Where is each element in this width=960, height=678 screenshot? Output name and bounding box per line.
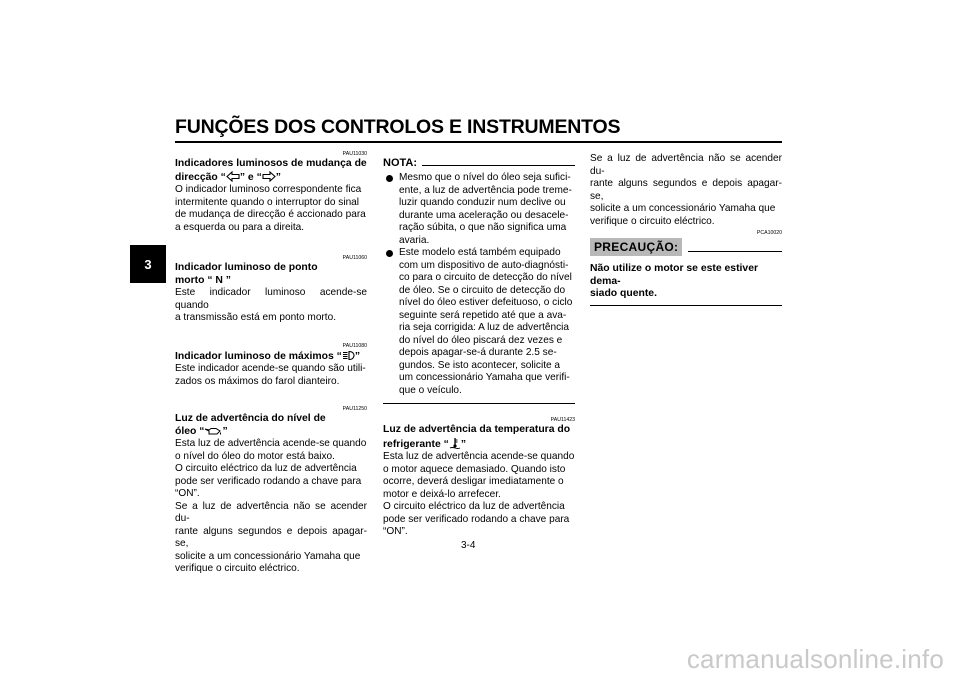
note-label: NOTA: — [383, 156, 418, 169]
section-heading-neutral: Indicador luminoso de ponto morto “ N ” — [175, 262, 318, 286]
ref-code: PAU11080 — [342, 342, 367, 349]
note-rule — [422, 165, 575, 166]
turn-left-icon — [226, 171, 240, 182]
note-header — [383, 156, 575, 170]
caution-text: Não utilize o motor se este estiver dema- siado quente. — [590, 263, 759, 299]
ref-code: PAU11423 — [550, 417, 575, 423]
section-heading-high-beam: Indicador luminoso de máximos “ ” — [175, 350, 361, 362]
oil-can-icon — [204, 426, 222, 436]
high-beam-icon — [342, 350, 355, 361]
column-2 — [383, 156, 575, 539]
column-3 — [590, 153, 782, 306]
section-heading-coolant-temp: Luz de advertência da temperatura do refrigerante “ ” — [383, 424, 571, 450]
section-heading-turn-signal: Indicadores luminosos de mudança de direcção “ ” e “ ” — [175, 158, 367, 183]
page-title: FUNÇÕES DOS CONTROLOS E INSTRUMENTOS — [175, 116, 621, 138]
caution-rule — [688, 251, 782, 252]
paragraph-oil-circuit: Se a luz de advertência não se acender du- rante alguns segundos e depois apagar-se, solicite a um concessionário Yamaha que verifique o circuito eléctrico. — [590, 153, 782, 227]
bullet-dot — [386, 250, 393, 257]
bullet-dot — [386, 175, 393, 182]
note-bullet: Este modelo está também equipado com um dispositivo de auto-diagnósti- co para o circuito de detecção do nível de óleo. Se o circuito de detecção do nível do óleo estiver defeituoso, o ciclo seguinte será repetido até que a ava- ria seja corrigida: A luz de advertência do nível do óleo piscará dez vezes e depois apagar-se-á durante 2.5 se- gundos. Se isto acontecer, solicite a um concessionário Yamaha que verifi- que o veículo. — [383, 247, 575, 397]
chapter-tab: 3 — [130, 245, 166, 283]
section-heading-oil-level: Luz de advertência do nível de óleo “ ” — [175, 413, 326, 437]
column-1 — [175, 151, 367, 576]
watermark: carmanualsonline.info — [686, 644, 944, 674]
ref-code: PAU11250 — [342, 406, 367, 412]
caution-label: PRECAUÇÃO: — [590, 238, 682, 257]
paragraph-turn-signal: O indicador luminoso correspondente fica intermitente quando o interruptor do sinal de mudança de direcção é accionado para a esquerda ou para a direita. — [175, 184, 366, 233]
ref-code: PCA10020 — [756, 230, 782, 236]
coolant-temperature-icon — [449, 437, 461, 449]
title-rule — [175, 141, 782, 143]
page-number: 3-4 — [461, 540, 476, 551]
caution-header — [590, 237, 782, 257]
paragraph-neutral: Este indicador luminoso acende-se quando a transmissão está em ponto morto. — [175, 287, 367, 323]
paragraph-oil-level: Esta luz de advertência acende-se quando o nível do óleo do motor está baixo. O circuito eléctrico da luz de advertência pode ser verificado rodando a chave para “ON”. Se a luz de advertência não se acender du- rante alguns segundos e depois apagar-se, solicite a um concessionário Yamaha que verifique o circuito eléctrico. — [175, 438, 367, 574]
ref-code: PAU11030 — [342, 151, 367, 157]
paragraph-coolant-temp: Esta luz de advertência acende-se quando o motor aquece demasiado. Quando isto ocorre, deverá desligar imediatamente o motor e deixá-lo arrefecer. O circuito eléctrico da luz de advertência pode ser verificado rodando a chave para “ON”. — [383, 451, 575, 537]
ref-code: PAU11060 — [342, 255, 367, 261]
caution-end-rule — [590, 305, 782, 306]
paragraph-high-beam: Este indicador acende-se quando são utili- zados os máximos do farol dianteiro. — [175, 363, 366, 387]
note-bullet: Mesmo que o nível do óleo seja sufici- ente, a luz de advertência pode treme- luzir quando conduzir num declive ou durante uma aceleração ou desacele- ração súbita, o que não significa uma avaria. — [383, 172, 575, 247]
turn-right-icon — [262, 171, 276, 182]
